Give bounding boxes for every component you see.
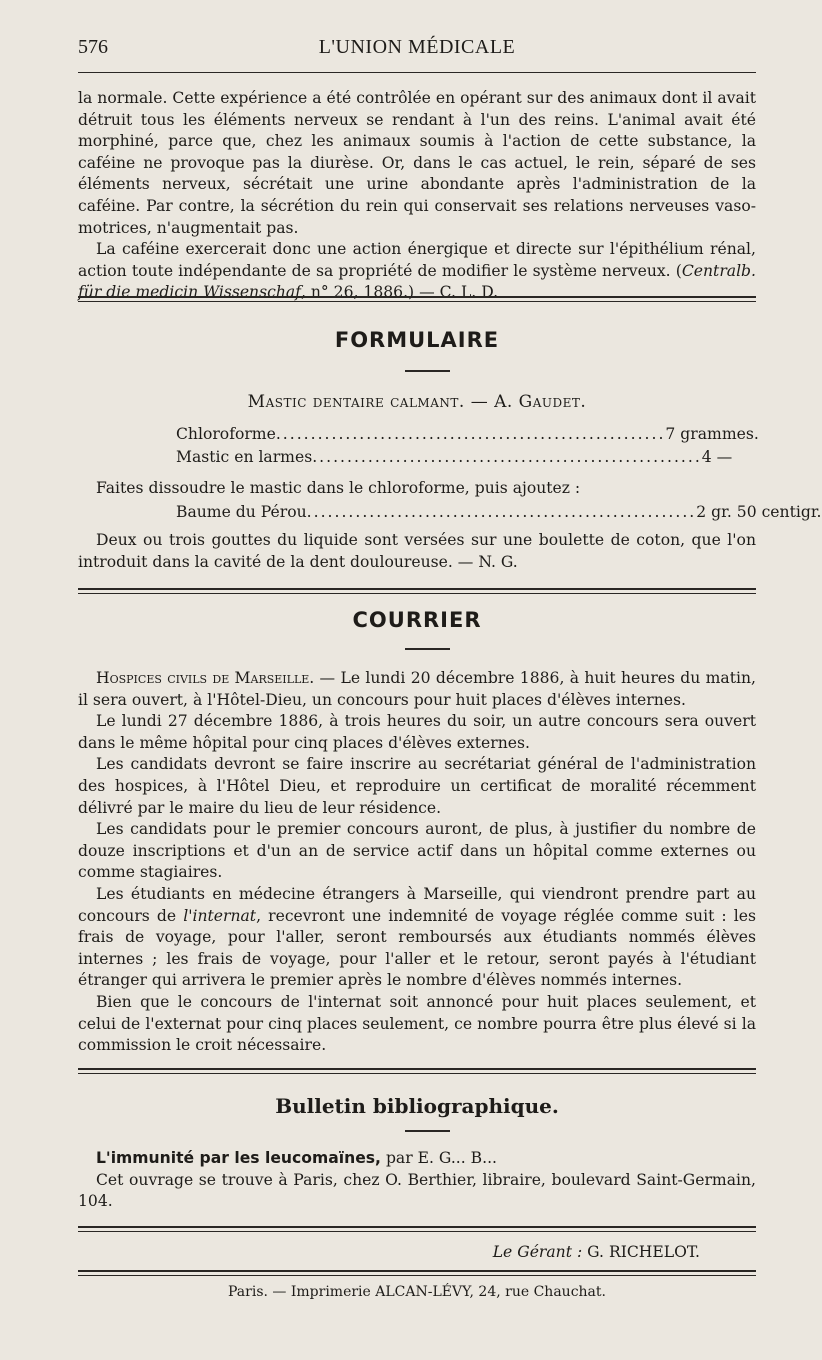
section-divider-4 (78, 1226, 756, 1232)
courrier-title-rule (405, 648, 450, 650)
section-divider-1 (78, 296, 756, 302)
section-divider-3 (78, 1068, 756, 1074)
page-number: 576 (78, 36, 108, 58)
ingredient-row (176, 448, 733, 466)
ingredient-name: Chloroforme (176, 425, 276, 443)
intro-paragraph-2 (78, 239, 756, 304)
ingredient-qty: 4 — (701, 448, 733, 466)
formulaire-usage (78, 530, 756, 573)
page-header (78, 36, 756, 66)
intro-article (78, 88, 756, 304)
book-info: Cet ouvrage se trouve à Paris, chez O. Berthier, libraire, boulevard Saint-Germain, 104. (78, 1170, 756, 1211)
ingredient-row (176, 503, 822, 521)
ingredient-name: Baume du Pérou (176, 503, 307, 521)
gerant-line (493, 1243, 700, 1261)
formulaire-title-rule (405, 370, 450, 372)
courrier-paragraph-4: Les candidats pour le premier concours auront, de plus, à justifier du nombre de douze inscriptions et d'un an de service actif dans un hôpital comme externes ou comme stagiaires. (78, 820, 756, 882)
book-title: L'immunité par les leucomaïnes, (96, 1149, 381, 1167)
courrier-article (78, 668, 756, 1057)
intro-source: Centralb. für die medicin Wissenschaf (78, 261, 756, 302)
usage-text: Deux ou trois gouttes du liquide sont versées sur une boulette de coton, que l'on introduit dans la cavité de la dent douloureuse. — N. G. (78, 531, 756, 571)
bulletin-title: Bulletin bibliographique. (275, 1094, 559, 1118)
instruction-text: Faites dissoudre le mastic dans le chloroforme, puis ajoutez : (96, 479, 581, 497)
book-line (78, 1148, 756, 1170)
bulletin-entry (78, 1148, 756, 1213)
intro-p2-text: La caféine exercerait donc une action énergique et directe sur l'épithélium rénal, action toute indépendante de sa propriété de modifier le système nerveux. ( (78, 240, 756, 280)
formulaire-instruction (78, 478, 756, 500)
journal-title: L'UNION MÉDICALE (318, 36, 516, 58)
recipe-title: Mastic dentaire calmant. — A. Gaudet. (247, 392, 587, 412)
courrier-paragraph-5 (78, 884, 756, 992)
leader-dots: ........................................................ (306, 503, 697, 521)
gerant-name: G. RICHELOT. (582, 1243, 700, 1261)
courrier-lead: Hospices civils de Marseille. (96, 669, 315, 687)
courrier-p5-b: , recevront une indemnité de voyage réglée comme suit : les frais de voyage, pour l'aller, seront remboursés aux étudiants nommés élèves internes ; les frais de voyage, pour l'aller et le retour, seront payés à l'étudiant étranger qui arrivera le premier après le nombre d'élèves nommés internes. (78, 906, 756, 990)
section-divider-5 (78, 1270, 756, 1276)
courrier-p5-italic: l'internat (183, 906, 257, 925)
ingredient-name: Mastic en larmes (176, 448, 313, 466)
courrier-paragraph-3: Les candidats devront se faire inscrire au secrétariat général de l'administration des hospices, à l'Hôtel Dieu, et reproduire un certificat de moralité récemment délivré par le maire du lieu de leur résidence. (78, 755, 756, 817)
gerant-label: Le Gérant : (492, 1243, 583, 1261)
courrier-p1-text: — Le lundi 20 décembre 1886, à huit heures du matin, il sera ouvert, à l'Hôtel-Dieu, un concours pour huit places d'élèves internes. (78, 669, 756, 709)
section-divider-2 (78, 588, 756, 594)
printer-line: Paris. — Imprimerie ALCAN-LÉVY, 24, rue Chauchat. (228, 1284, 606, 1300)
book-author: par E. G... B... (380, 1149, 497, 1167)
courrier-p5-a: Les étudiants en médecine étrangers à Marseille, qui viendront prendre part au concours de (78, 884, 756, 925)
bulletin-title-rule (405, 1130, 450, 1132)
intro-p2-tail: , n° 26, 1886.) — C. L. D. (300, 283, 499, 302)
ingredient-qty: 2 gr. 50 centigr. (696, 503, 822, 521)
leader-dots: ........................................................ (312, 448, 702, 466)
header-rule (78, 72, 756, 73)
courrier-title: COURRIER (352, 608, 482, 632)
intro-paragraph-1: la normale. Cette expérience a été contrôlée en opérant sur des animaux dont il avait détruit tous les éléments nerveux se rendant à l'un des reins. L'animal avait été morphiné, parce que, chez les animaux soumis à l'action de cette substance, la caféine ne provoque pas la diurèse. Or, dans le cas actuel, le rein, séparé de ses éléments nerveux, sécrétait une urine abondante après l'administration de la caféine. Par contre, la sécrétion du rein qui conservait ses relations nerveuses vaso-motrices, n'augmentait pas. (78, 89, 756, 237)
formulaire-title: FORMULAIRE (334, 328, 500, 352)
courrier-paragraph-1 (78, 668, 756, 711)
courrier-paragraph-2: Le lundi 27 décembre 1886, à trois heures du soir, un autre concours sera ouvert dans le même hôpital pour cinq places d'élèves externes. (78, 712, 756, 752)
ingredient-row (176, 425, 759, 443)
ingredient-qty: 7 grammes. (665, 425, 759, 443)
leader-dots: ........................................................ (275, 425, 666, 443)
courrier-paragraph-6: Bien que le concours de l'internat soit annoncé pour huit places seulement, et celui de l'externat pour cinq places seulement, ce nombre pourra être plus élevé si la commission le croit nécessaire. (78, 992, 756, 1055)
